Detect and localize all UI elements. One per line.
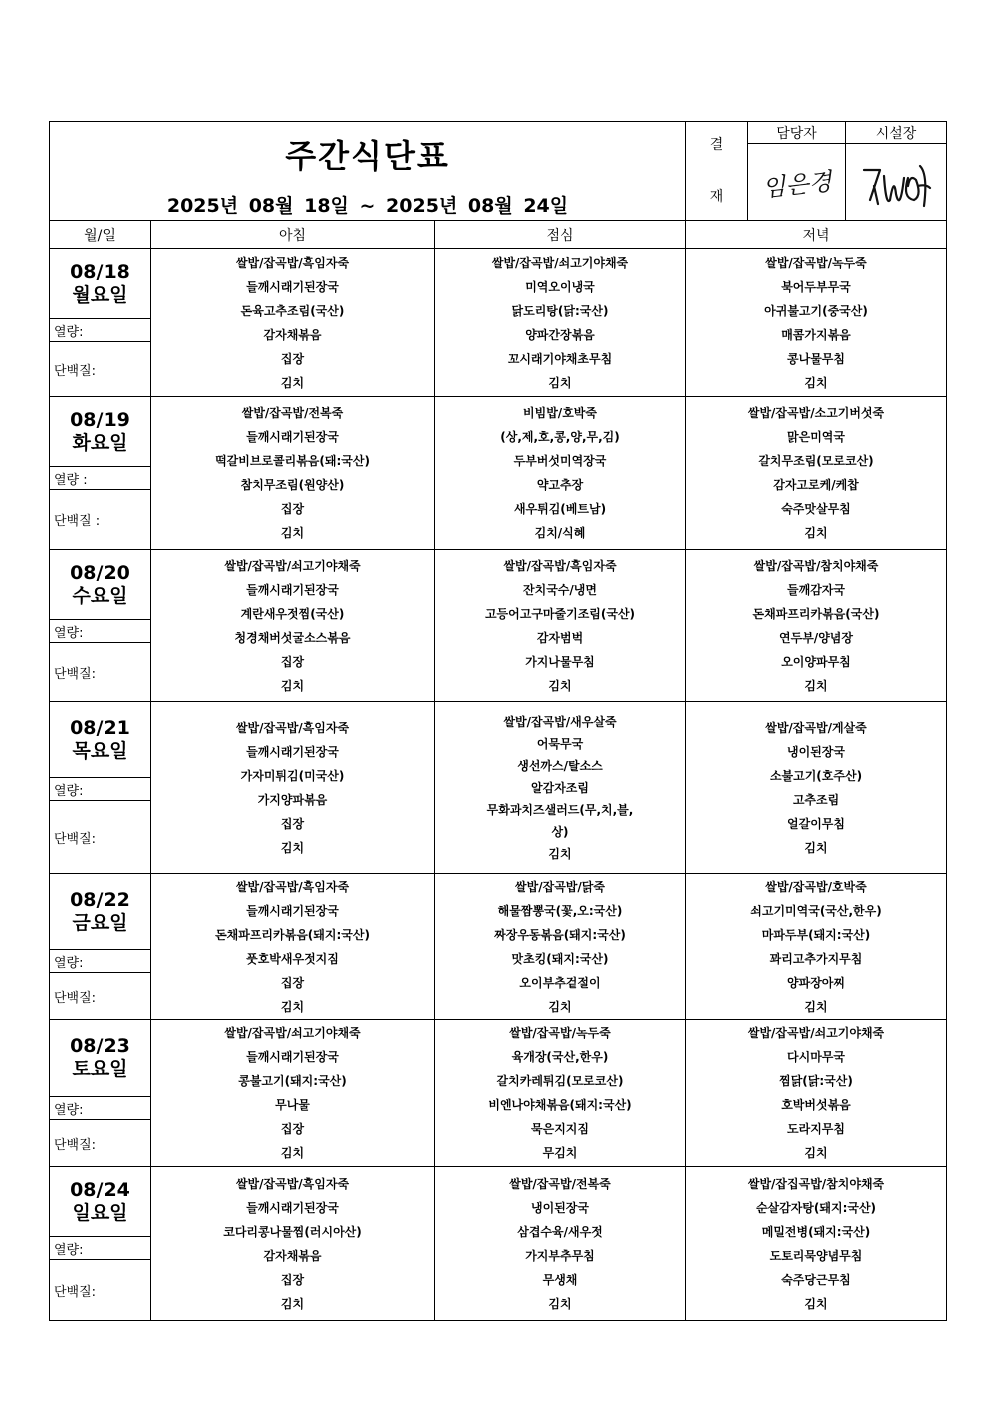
- day-cell: [50, 397, 151, 467]
- lunch-menu-item: 육개장(국산,한우): [511, 1050, 609, 1064]
- breakfast-menu-cell: [151, 550, 435, 702]
- day-date: 08/22: [70, 888, 130, 911]
- breakfast-menu-item: 김치: [280, 1146, 305, 1160]
- dinner-menu-item: 도라지무침: [787, 1122, 845, 1136]
- protein-label: 단백질:: [50, 801, 151, 874]
- col-breakfast: 아침: [151, 221, 435, 249]
- lunch-menu-item: 김치: [548, 846, 572, 861]
- menu-table: [49, 220, 947, 1321]
- protein-label: 단백질:: [50, 1260, 151, 1321]
- breakfast-menu-item: 집장: [280, 1122, 305, 1136]
- day-cell: [50, 702, 151, 778]
- breakfast-menu-item: 가자미튀김(미국산): [240, 768, 345, 783]
- lunch-menu-item: 잔치국수/냉면: [523, 582, 597, 597]
- col-date: 월/일: [50, 221, 151, 249]
- dinner-menu-cell: [686, 702, 947, 874]
- dinner-menu-item: 쌀밥/잡집곡밥/참치야채죽: [747, 1176, 885, 1191]
- dinner-menu-item: 얼갈이무침: [787, 816, 845, 831]
- dinner-menu-item: 콩나물무침: [787, 351, 845, 366]
- lunch-menu-cell: [435, 397, 686, 550]
- lunch-menu-item: 비빔밥/호박죽: [523, 406, 597, 420]
- lunch-menu-item: (상,제,호,콩,양,무,김): [500, 430, 620, 444]
- breakfast-menu-item: 들깨시래기된장국: [246, 903, 339, 918]
- menu-sheet: [49, 121, 946, 1321]
- breakfast-menu-item: 집장: [280, 502, 305, 516]
- dinner-menu-item: 호박버섯볶음: [781, 1098, 851, 1112]
- approval-label-text: 결 재: [709, 137, 724, 205]
- role-director: 시설장: [846, 122, 947, 144]
- day-row: [50, 1020, 947, 1097]
- breakfast-menu-item: 청경채버섯굴소스볶음: [234, 630, 351, 645]
- dinner-menu-item: 메밀전병(돼지:국산): [761, 1224, 871, 1239]
- dinner-menu-item: 연두부/양념장: [779, 630, 853, 645]
- lunch-menu-item: 미역오이냉국: [525, 279, 595, 294]
- lunch-menu-cell: [435, 550, 686, 702]
- breakfast-menu-item: 김치: [280, 999, 305, 1014]
- breakfast-menu-item: 집장: [280, 1272, 305, 1287]
- lunch-menu-item: 비엔나야채볶음(돼지:국산): [488, 1098, 632, 1112]
- dinner-menu-item: 냉이된장국: [787, 744, 845, 759]
- lunch-menu-item: 닭도리탕(닭:국산): [511, 303, 609, 318]
- calorie-label: 열량 :: [50, 467, 151, 490]
- breakfast-menu-item: 무나물: [275, 1098, 310, 1112]
- dinner-menu-item: 북어두부무국: [781, 279, 851, 294]
- day-date: 08/18: [70, 260, 130, 283]
- breakfast-menu-item: 감자채볶음: [263, 1248, 322, 1263]
- breakfast-menu-cell: [151, 702, 435, 874]
- lunch-menu-item: 오이부추겉절이: [519, 975, 601, 990]
- lunch-menu-item: 상): [551, 824, 569, 839]
- dinner-menu-cell: [686, 550, 947, 702]
- dinner-menu-item: 다시마무국: [787, 1050, 845, 1064]
- day-row: [50, 249, 947, 319]
- dinner-menu-item: 갈치무조림(모로코산): [758, 454, 874, 468]
- day-date: 08/23: [70, 1035, 130, 1057]
- breakfast-menu-item: 김치: [280, 1296, 305, 1311]
- breakfast-menu-item: 들깨시래기된장국: [246, 430, 339, 444]
- lunch-menu-cell: [435, 1167, 686, 1321]
- protein-label: 단백질:: [50, 643, 151, 702]
- dinner-menu-item: 꽈리고추가지무침: [769, 951, 863, 966]
- breakfast-menu-item: 콩불고기(돼지:국산): [238, 1074, 347, 1088]
- dinner-menu-item: 쌀밥/잡곡밥/게살죽: [765, 720, 867, 735]
- lunch-menu-item: 짜장우동볶음(돼지:국산): [494, 927, 626, 942]
- breakfast-menu-item: 김치: [280, 526, 305, 540]
- col-dinner: 저녁: [686, 221, 947, 249]
- lunch-menu-item: 무생채: [542, 1272, 578, 1287]
- breakfast-menu-cell: [151, 1167, 435, 1321]
- signature-manager-text: 임은경: [760, 166, 833, 203]
- dinner-menu-item: 마파두부(돼지:국산): [761, 927, 871, 942]
- lunch-menu-item: 약고추장: [536, 478, 584, 492]
- day-row: [50, 397, 947, 467]
- breakfast-menu-item: 김치: [280, 375, 305, 390]
- breakfast-menu-item: 쌀밥/잡곡밥/전복죽: [241, 406, 344, 420]
- day-date: 08/20: [70, 561, 130, 584]
- dinner-menu-item: 찜닭(닭:국산): [779, 1074, 853, 1088]
- lunch-menu-item: 쌀밥/잡곡밥/쇠고기야채죽: [491, 255, 629, 270]
- day-row: [50, 874, 947, 950]
- dinner-menu-cell: [686, 397, 947, 550]
- lunch-menu-item: 무화과치즈샐러드(무,치,블,: [486, 802, 634, 817]
- calorie-label: 열량:: [50, 319, 151, 342]
- breakfast-menu-item: 김치: [280, 840, 305, 855]
- day-date: 08/19: [70, 408, 130, 431]
- calorie-label: 열량:: [50, 1097, 151, 1120]
- page-title: 주간식단표: [285, 136, 450, 175]
- dinner-menu-item: 매콤가지볶음: [781, 327, 851, 342]
- lunch-menu-item: 쌀밥/잡곡밥/전복죽: [509, 1176, 611, 1191]
- lunch-menu-item: 가지나물무침: [525, 654, 595, 669]
- dinner-menu-item: 김치: [804, 840, 828, 855]
- breakfast-menu-item: 감자채볶음: [263, 327, 322, 342]
- day-row: [50, 702, 947, 778]
- dinner-menu-item: 쌀밥/잡곡밥/녹두죽: [765, 255, 867, 270]
- role-manager: 담당자: [748, 122, 846, 144]
- dinner-menu-item: 쇠고기미역국(국산,한우): [750, 903, 882, 918]
- column-header-row: [50, 221, 947, 249]
- lunch-menu-item: 김치: [548, 678, 572, 693]
- lunch-menu-item: 생선까스/탈소스: [517, 758, 603, 773]
- breakfast-menu-item: 쌀밥/잡곡밥/흑임자죽: [235, 720, 350, 735]
- lunch-menu-item: 쌀밥/잡곡밥/닭죽: [515, 879, 605, 894]
- day-weekday: 일요일: [72, 1201, 128, 1224]
- lunch-menu-item: 어묵무국: [536, 736, 584, 751]
- lunch-menu-item: 쌀밥/잡곡밥/새우살죽: [503, 714, 617, 729]
- breakfast-menu-item: 참치무조림(원양산): [240, 478, 345, 492]
- dinner-menu-item: 고추조림: [792, 792, 840, 807]
- dinner-menu-item: 아귀불고기(중국산): [764, 303, 868, 318]
- breakfast-menu-cell: [151, 874, 435, 1020]
- dinner-menu-item: 감자고로케/케찹: [773, 478, 859, 492]
- breakfast-menu-item: 들깨시래기된장국: [246, 582, 339, 597]
- day-row: [50, 550, 947, 620]
- dinner-menu-item: 맑은미역국: [787, 430, 845, 444]
- breakfast-menu-item: 들깨시래기된장국: [246, 1050, 339, 1064]
- header-table: [49, 121, 947, 221]
- lunch-menu-item: 김치: [548, 999, 572, 1014]
- breakfast-menu-cell: [151, 1020, 435, 1167]
- dinner-menu-item: 김치: [804, 1296, 828, 1311]
- day-cell: [50, 1167, 151, 1237]
- breakfast-menu-item: 풋호박새우젓지짐: [246, 951, 339, 966]
- lunch-menu-item: 갈치카레튀김(모로코산): [496, 1074, 624, 1088]
- dinner-menu-item: 숙주맛살무침: [781, 502, 851, 516]
- breakfast-menu-item: 쌀밥/잡곡밥/흑임자죽: [235, 255, 350, 270]
- breakfast-menu-item: 쌀밥/잡곡밥/쇠고기야채죽: [224, 1026, 361, 1040]
- dinner-menu-item: 김치: [804, 1146, 828, 1160]
- breakfast-menu-item: 집장: [280, 975, 305, 990]
- day-weekday: 수요일: [72, 584, 128, 607]
- dinner-menu-item: 김치: [804, 999, 828, 1014]
- signature-director: [846, 144, 947, 221]
- calorie-label: 열량:: [50, 620, 151, 643]
- calorie-label: 열량:: [50, 778, 151, 801]
- breakfast-menu-item: 들깨시래기된장국: [246, 1200, 339, 1215]
- day-weekday: 목요일: [72, 739, 128, 762]
- dinner-menu-item: 양파장아찌: [787, 975, 845, 990]
- handwritten-signature-icon: [856, 156, 936, 212]
- period-range: 2025년 08월 18일 ~ 2025년 08월 24일: [166, 194, 569, 217]
- lunch-menu-item: 알감자조림: [531, 780, 589, 795]
- dinner-menu-item: 쌀밥/잡곡밥/소고기버섯죽: [747, 406, 885, 420]
- breakfast-menu-item: 집장: [280, 816, 305, 831]
- day-weekday: 화요일: [72, 431, 128, 454]
- lunch-menu-item: 김치/식혜: [534, 526, 586, 540]
- lunch-menu-item: 꼬시래기야채초무침: [507, 351, 613, 366]
- dinner-menu-cell: [686, 1167, 947, 1321]
- breakfast-menu-item: 쌀밥/잡곡밥/쇠고기야채죽: [224, 558, 361, 573]
- breakfast-menu-item: 김치: [280, 678, 305, 693]
- dinner-menu-item: 순살감자탕(돼지:국산): [755, 1200, 877, 1215]
- dinner-menu-item: 쌀밥/잡곡밥/호박죽: [765, 879, 867, 894]
- lunch-menu-item: 무김치: [542, 1146, 578, 1160]
- dinner-menu-item: 돈채파프리카볶음(국산): [752, 606, 880, 621]
- lunch-menu-item: 가지부추무침: [525, 1248, 595, 1263]
- lunch-menu-item: 묵은지지짐: [531, 1122, 589, 1136]
- lunch-menu-item: 양파간장볶음: [525, 327, 595, 342]
- dinner-menu-item: 쌀밥/잡곡밥/쇠고기야채죽: [747, 1026, 885, 1040]
- lunch-menu-item: 맛초킹(돼지:국산): [511, 951, 609, 966]
- breakfast-menu-cell: [151, 397, 435, 550]
- breakfast-menu-item: 쌀밥/잡곡밥/흑임자죽: [235, 879, 350, 894]
- lunch-menu-item: 고등어고구마줄기조림(국산): [484, 606, 636, 621]
- protein-label: 단백질:: [50, 342, 151, 397]
- lunch-menu-item: 해물짬뽕국(꽃,오:국산): [497, 903, 623, 918]
- breakfast-menu-item: 계란새우젓찜(국산): [240, 606, 345, 621]
- dinner-menu-item: 김치: [804, 375, 828, 390]
- title-cell: [50, 122, 686, 221]
- lunch-menu-item: 두부버섯미역장국: [513, 454, 607, 468]
- breakfast-menu-item: 집장: [280, 351, 305, 366]
- breakfast-menu-item: 돈채파프리카볶음(돼지:국산): [215, 927, 370, 942]
- day-cell: [50, 1020, 151, 1097]
- breakfast-menu-item: 코다리콩나물찜(러시아산): [223, 1224, 362, 1239]
- lunch-menu-item: 감자범벅: [536, 630, 584, 645]
- dinner-menu-item: 소불고기(호주산): [769, 768, 863, 783]
- day-cell: [50, 550, 151, 620]
- dinner-menu-item: 오이양파무침: [781, 654, 851, 669]
- day-date: 08/21: [70, 716, 130, 739]
- day-weekday: 월요일: [72, 283, 128, 306]
- lunch-menu-item: 김치: [548, 375, 572, 390]
- lunch-menu-item: 삼겹수육/새우젓: [517, 1224, 603, 1239]
- breakfast-menu-item: 가지양파볶음: [257, 792, 328, 807]
- protein-label: 단백질:: [50, 973, 151, 1020]
- col-lunch: 점심: [435, 221, 686, 249]
- breakfast-menu-cell: [151, 249, 435, 397]
- day-weekday: 금요일: [72, 911, 128, 934]
- protein-label: 단백질:: [50, 1120, 151, 1167]
- lunch-menu-item: 냉이된장국: [531, 1200, 589, 1215]
- dinner-menu-item: 도토리묵양념무침: [769, 1248, 863, 1263]
- approval-label: [686, 122, 748, 221]
- breakfast-menu-item: 집장: [280, 654, 305, 669]
- day-cell: [50, 874, 151, 950]
- protein-label: 단백질 :: [50, 490, 151, 550]
- calorie-label: 열량:: [50, 1237, 151, 1260]
- day-weekday: 토요일: [72, 1058, 128, 1080]
- lunch-menu-item: 쌀밥/잡곡밥/흑임자죽: [503, 558, 617, 573]
- lunch-menu-cell: [435, 874, 686, 1020]
- lunch-menu-item: 김치: [548, 1296, 572, 1311]
- calorie-label: 열량:: [50, 950, 151, 973]
- breakfast-menu-item: 들깨시래기된장국: [246, 279, 339, 294]
- lunch-menu-item: 쌀밥/잡곡밥/녹두죽: [509, 1026, 611, 1040]
- dinner-menu-item: 들깨감자국: [787, 582, 845, 597]
- dinner-menu-item: 쌀밥/잡곡밥/참치야채죽: [753, 558, 879, 573]
- dinner-menu-item: 숙주당근무침: [781, 1272, 851, 1287]
- day-date: 08/24: [70, 1178, 130, 1201]
- lunch-menu-cell: [435, 1020, 686, 1167]
- dinner-menu-cell: [686, 1020, 947, 1167]
- signature-manager: [748, 144, 846, 221]
- breakfast-menu-item: 쌀밥/잡곡밥/흑임자죽: [235, 1176, 350, 1191]
- lunch-menu-cell: [435, 702, 686, 874]
- breakfast-menu-item: 들깨시래기된장국: [246, 744, 339, 759]
- lunch-menu-item: 새우튀김(베트남): [513, 502, 607, 516]
- day-row: [50, 1167, 947, 1237]
- dinner-menu-cell: [686, 874, 947, 1020]
- dinner-menu-item: 김치: [804, 678, 828, 693]
- dinner-menu-item: 김치: [804, 526, 828, 540]
- lunch-menu-cell: [435, 249, 686, 397]
- breakfast-menu-item: 떡갈비브로콜리볶음(돼:국산): [215, 454, 370, 468]
- dinner-menu-cell: [686, 249, 947, 397]
- day-cell: [50, 249, 151, 319]
- breakfast-menu-item: 돈육고추조림(국산): [240, 303, 345, 318]
